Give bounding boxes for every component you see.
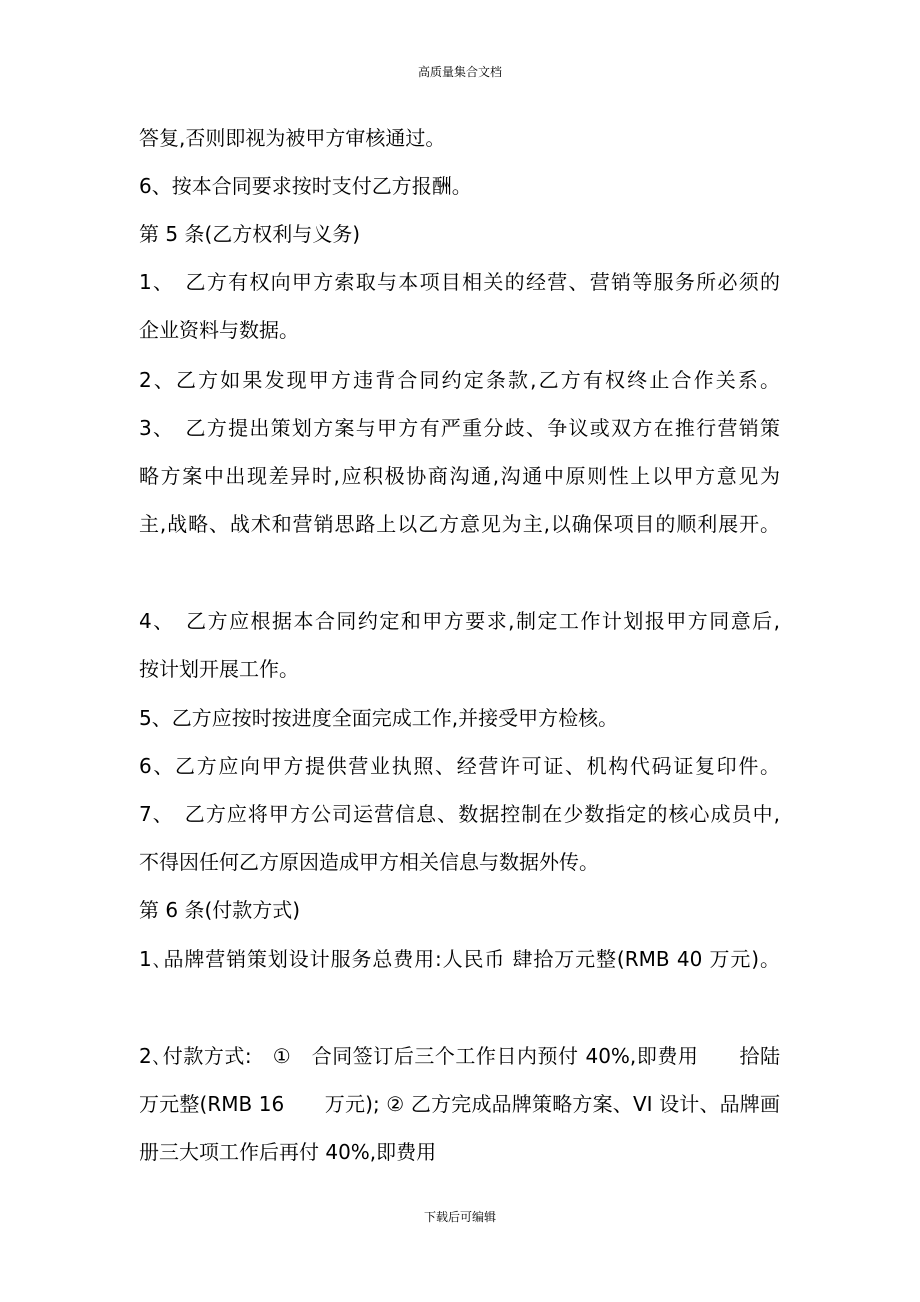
page-footer: 下载后可编辑 [423, 1210, 496, 1224]
text-line: 不得因任何乙方原因造成甲方相关信息与数据外传。 [139, 850, 599, 874]
text-line: 1､品牌营销策划设计服务总费用:人民币 肆拾万元整(RMB 40 万元)。 [139, 947, 780, 971]
text-line: 答复,否则即视为被甲方审核通过。 [139, 126, 446, 150]
text-line: 按计划开展工作。 [139, 657, 299, 681]
page-header: 高质量集合文档 [417, 65, 502, 79]
text-line: 6、乙方应向甲方提供营业执照、经营许可证、机构代码证复印件。 [139, 754, 780, 778]
text-line: 企业资料与数据。 [139, 318, 299, 342]
text-line: 3、 乙方提出策划方案与甲方有严重分歧、争议或双方在推行营销策 [139, 416, 780, 440]
text-line: 2、乙方如果发现甲方违背合同约定条款,乙方有权终止合作关系。 [139, 368, 780, 392]
text-line: 5、乙方应按时按进度全面完成工作,并接受甲方检核。 [139, 706, 619, 730]
text-line: 4、 乙方应根据本合同约定和甲方要求,制定工作计划报甲方同意后, [139, 609, 780, 633]
text-line: 1、 乙方有权向甲方索取与本项目相关的经营、营销等服务所必须的 [139, 270, 780, 294]
text-line: 2､付款方式: ① 合同签订后三个工作日内预付 40%,即费用 拾陆 [139, 1044, 780, 1068]
section-heading: 第 6 条(付款方式) [139, 898, 301, 922]
text-line: 册三大项工作后再付 40%,即费用 [139, 1140, 437, 1164]
text-line: 万元整(RMB 16 万元); ② 乙方完成品牌策略方案、VI 设计、品牌画 [139, 1092, 780, 1116]
text-line: 主,战略、战术和营销思路上以乙方意见为主,以确保项目的顺利展开。 [139, 512, 780, 536]
text-line: 7、 乙方应将甲方公司运营信息、数据控制在少数指定的核心成员中, [139, 802, 780, 826]
text-line: 6、按本合同要求按时支付乙方报酬。 [139, 174, 472, 198]
section-heading: 第 5 条(乙方权利与义务) [139, 222, 361, 246]
text-line: 略方案中出现差异时,应积极协商沟通,沟通中原则性上以甲方意见为 [139, 464, 780, 488]
